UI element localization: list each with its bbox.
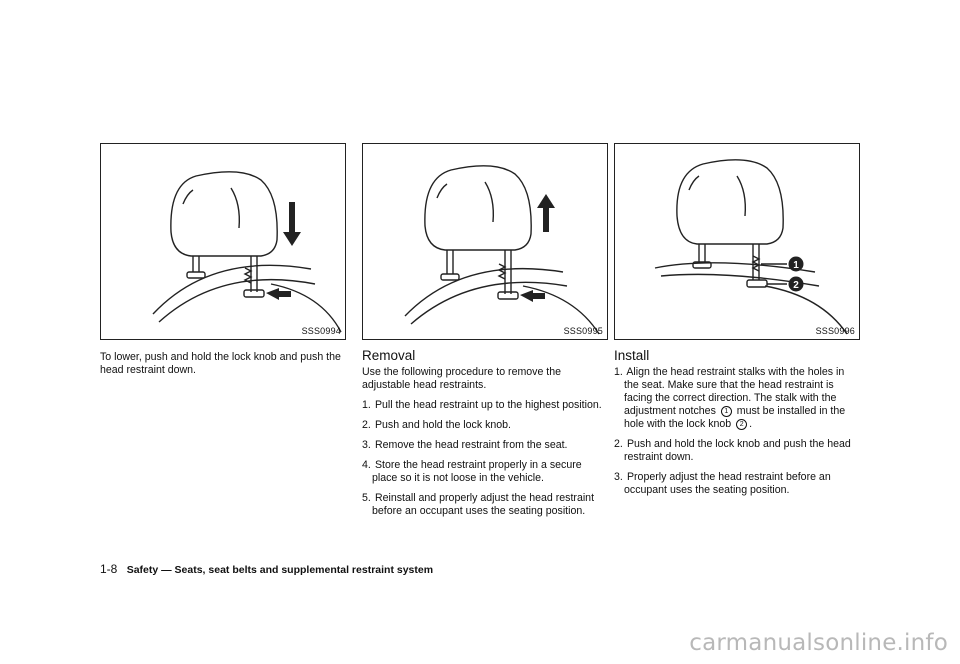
circled-number-1-icon: 1 [721, 406, 732, 417]
callout-2-icon [789, 277, 804, 292]
removal-step: 3. Remove the head restraint from the seat. [362, 439, 568, 451]
column-3 [614, 143, 860, 504]
svg-text:2: 2 [793, 280, 799, 291]
install-heading: Install [614, 348, 650, 363]
figure-code: SSS0996 [815, 326, 855, 336]
section-title: Safety — Seats, seat belts and supplemental restraint system [126, 564, 434, 576]
install-step: 1. Align the head restraint stalks with the holes in the seat. Make sure that the head restraint is facing the correct direction. The stalk with the adjustment notches 1 must be installed in the hole with the lock knob 2 . [614, 366, 846, 430]
column-1 [100, 143, 346, 377]
svg-text:1: 1 [793, 260, 799, 271]
removal-steps [362, 399, 608, 518]
head-restraint-raise-illustration [363, 144, 607, 339]
head-restraint-lower-illustration [101, 144, 345, 339]
figure-code: SSS0995 [563, 326, 603, 336]
install-steps [614, 366, 860, 497]
removal-step: 2. Push and hold the lock knob. [362, 419, 512, 431]
column-2 [362, 143, 608, 525]
lower-instruction-text: To lower, push and hold the lock knob and push the head restraint down. [100, 351, 341, 376]
install-step: 3. Properly adjust the head restraint before an occupant uses the seating position. [614, 471, 831, 496]
install-step: 2. Push and hold the lock knob and push the head restraint down. [614, 438, 851, 463]
figure-lower-head-restraint [100, 143, 346, 340]
removal-step: 4. Store the head restraint properly in a secure place so it is not loose in the vehicle. [362, 459, 582, 484]
callout-1-icon [789, 257, 804, 272]
figure-code: SSS0994 [301, 326, 341, 336]
page-footer [100, 562, 433, 576]
removal-step: 5. Reinstall and properly adjust the head restraint before an occupant uses the seating position. [362, 492, 595, 517]
figure-install-head-restraint [614, 143, 860, 340]
watermark: carmanualsonline.info [689, 630, 948, 656]
removal-intro: Use the following procedure to remove the adjustable head restraints. [362, 366, 562, 391]
circled-number-2-icon: 2 [736, 419, 747, 430]
page-number: 1-8 [100, 562, 118, 576]
removal-step: 1. Pull the head restraint up to the highest position. [362, 399, 602, 411]
head-restraint-install-illustration [615, 144, 859, 339]
figure-raise-head-restraint [362, 143, 608, 340]
removal-heading: Removal [362, 348, 416, 363]
